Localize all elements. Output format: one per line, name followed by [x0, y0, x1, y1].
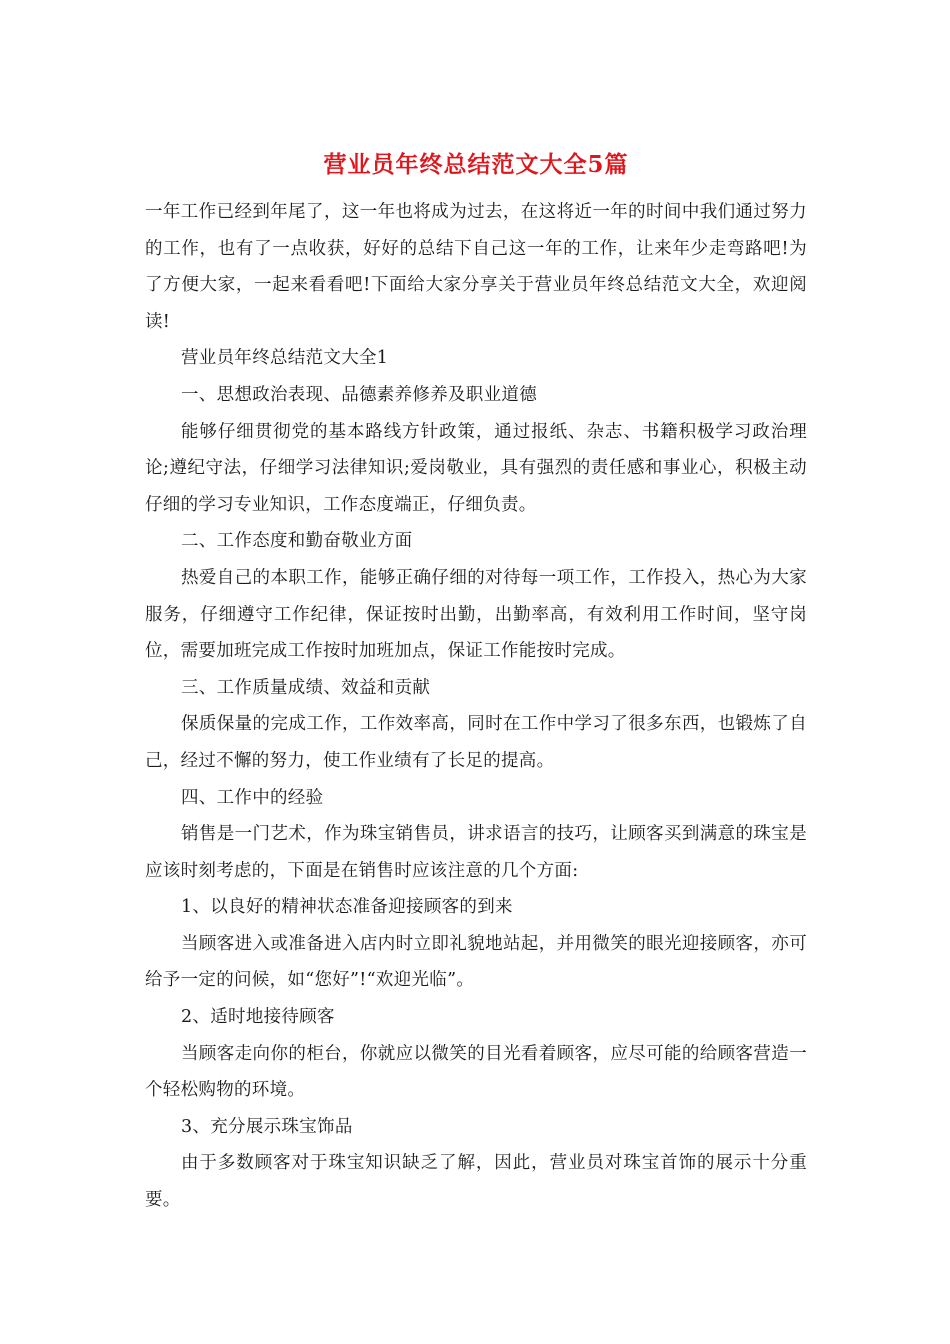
body-paragraph: 由于多数顾客对于珠宝知识缺乏了解，因此，营业员对珠宝首饰的展示十分重要。 [145, 1153, 807, 1211]
list-item-heading: 3、充分展示珠宝饰品 [181, 1116, 353, 1137]
document-title: 营业员年终总结范文大全5篇 [323, 151, 629, 178]
subsection-heading: 三、工作质量成绩、效益和贡献 [181, 677, 431, 698]
list-item-heading: 2、适时地接待顾客 [181, 1007, 335, 1028]
body-paragraph: 保质保量的完成工作，工作效率高，同时在工作中学习了很多东西，也锻炼了自己，经过不懈的努力，使工作业绩有了长足的提高。 [145, 714, 807, 771]
subsection-heading: 四、工作中的经验 [181, 787, 324, 808]
intro-paragraph: 一年工作已经到年尾了，这一年也将成为过去，在这将近一年的时间中我们通过努力的工作，也有了一点收获，好好的总结下自己这一年的工作，让来年少走弯路吧!为了方便大家，一起来看看吧!下面给大家分享关于营业员年终总结范文大全，欢迎阅读! [145, 202, 807, 332]
body-paragraph: 热爱自己的本职工作，能够正确仔细的对待每一项工作，工作投入，热心为大家服务，仔细遵守工作纪律，保证按时出勤，出勤率高，有效利用工作时间，坚守岗位，需要加班完成工作按时加班加点，保证工作能按时完成。 [145, 567, 807, 662]
body-paragraph: 当顾客进入或准备进入店内时立即礼貌地站起，并用微笑的眼光迎接顾客，亦可给予一定的问候，如“您好”!“欢迎光临”。 [145, 933, 807, 991]
subsection-heading: 二、工作态度和勤奋敬业方面 [181, 531, 413, 552]
body-paragraph: 当顾客走向你的柜台，你就应以微笑的目光看着顾客，应尽可能的给顾客营造一个轻松购物的环境。 [145, 1043, 807, 1101]
section-heading: 营业员年终总结范文大全1 [181, 348, 389, 369]
list-item-heading: 1、以良好的精神状态准备迎接顾客的到来 [181, 897, 513, 918]
body-paragraph: 能够仔细贯彻党的基本路线方针政策，通过报纸、杂志、书籍积极学习政治理论;遵纪守法，仔细学习法律知识;爱岗敬业，具有强烈的责任感和事业心，积极主动仔细的学习专业知识，工作态度端正，仔细负责。 [145, 421, 807, 515]
subsection-heading: 一、思想政治表现、品德素养修养及职业道德 [181, 384, 537, 405]
body-paragraph: 销售是一门艺术，作为珠宝销售员，讲求语言的技巧，让顾客买到满意的珠宝是应该时刻考虑的，下面是在销售时应该注意的几个方面: [145, 824, 807, 881]
document-page [145, 150, 807, 1219]
